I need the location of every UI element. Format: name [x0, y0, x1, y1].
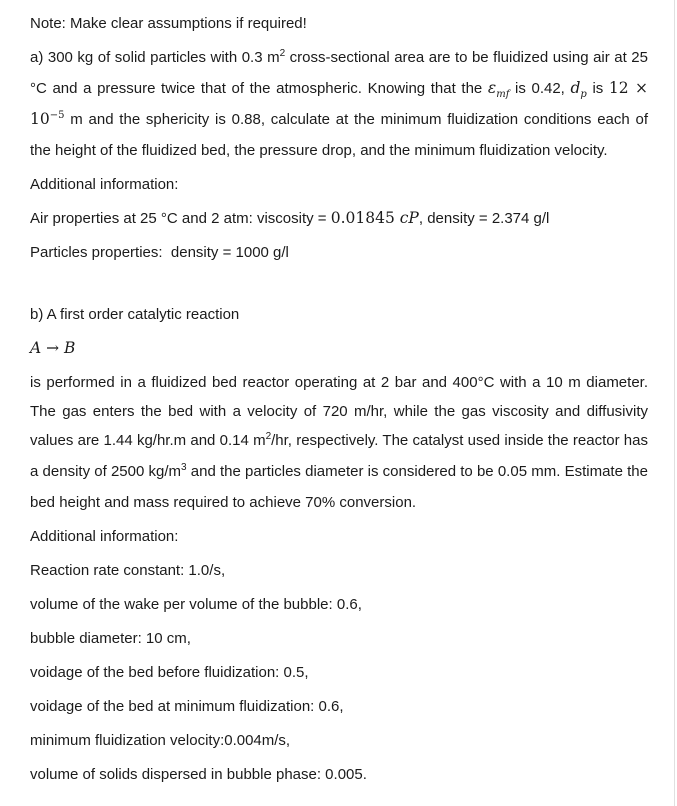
text-segment: cross-sectional area are to be fluidized using air at 25 °C and a pressure twice that of the atmospheric. Knowing that the: [30, 49, 653, 97]
page-right-edge-line: [674, 0, 675, 806]
blank-line: [30, 272, 648, 300]
math-inline: d: [570, 79, 581, 97]
text-segment: minimum fluidization velocity:0.004m/s,: [30, 732, 291, 749]
note-line: [30, 9, 648, 38]
solids-bubble-phase-line: [30, 760, 648, 789]
text-segment: Particles properties: density = 1000 g/l: [30, 244, 289, 261]
text-segment: voidage of the bed at minimum fluidization: 0.6,: [30, 698, 344, 715]
text-segment: is: [586, 80, 609, 97]
text-segment: Note: Make clear assumptions if required!: [30, 15, 307, 32]
math-inline: B: [64, 339, 76, 357]
text-segment: 3: [181, 462, 187, 473]
text-segment: voidage of the bed before fluidization: 0.5,: [30, 664, 309, 681]
particles-properties-line: [30, 238, 648, 267]
problem-b-paragraph: [30, 368, 653, 517]
text-segment: /hr, respectively. The catalyst used inside the reactor has a density of 2500 kg/m: [30, 432, 653, 480]
text-segment: volume of solids dispersed in bubble phase: 0.005.: [30, 766, 367, 783]
voidage-before-fluidization-line: [30, 658, 648, 687]
text-segment: and the particles diameter is considered to be 0.05 mm. Estimate the bed height and mass required to achieve 70% conversion.: [30, 463, 653, 511]
text-segment: , density = 2.374 g/l: [418, 210, 550, 227]
math-inline: p: [580, 89, 587, 100]
bubble-diameter-line: [30, 624, 648, 653]
math-inline: ε: [487, 79, 497, 97]
math-inline: mf: [496, 89, 510, 100]
air-properties-line: [30, 204, 648, 233]
math-inline: A: [30, 339, 42, 357]
document-body: [30, 9, 653, 794]
text-segment: is 0.42,: [509, 80, 571, 97]
text-segment: is performed in a fluidized bed reactor operating at 2 bar and 400°C with a 10 m diameter. The gas enters the bed with a velocity of 720 m/hr, while the gas viscosity and diffusivity values are 1.44 kg/hr.m and 0.14 m: [30, 374, 653, 449]
math-inline: 0.01845: [330, 209, 400, 227]
text-segment: 2: [279, 48, 286, 59]
reaction-rate-line: [30, 556, 648, 585]
problem-b-intro-line: [30, 300, 648, 329]
additional-info-heading-b: [30, 522, 648, 551]
wake-volume-line: [30, 590, 648, 619]
math-inline: −5: [49, 110, 65, 121]
text-segment: m and the sphericity is 0.88, calculate at the minimum fluidization conditions each of the height of the fluidized bed, the pressure drop, and the minimum fluidization velocity.: [30, 111, 653, 159]
text-segment: bubble diameter: 10 cm,: [30, 630, 191, 647]
reaction-equation: [30, 334, 648, 363]
text-segment: Reaction rate constant: 1.0/s,: [30, 562, 226, 579]
additional-info-heading-a: [30, 170, 648, 199]
text-segment: Additional information:: [30, 528, 179, 545]
math-inline: →: [41, 339, 65, 357]
minimum-fluidization-velocity-line: [30, 726, 648, 755]
math-inline: 12 × 10: [30, 79, 653, 128]
text-segment: a) 300 kg of solid particles with 0.3 m: [30, 49, 280, 66]
problem-a-paragraph: [30, 43, 653, 165]
text-segment: Air properties at 25 °C and 2 atm: viscosity =: [30, 210, 331, 227]
text-segment: 2: [265, 431, 272, 442]
text-segment: volume of the wake per volume of the bubble: 0.6,: [30, 596, 362, 613]
voidage-minimum-fluidization-line: [30, 692, 648, 721]
text-segment: b) A first order catalytic reaction: [30, 306, 240, 323]
text-segment: Additional information:: [30, 176, 179, 193]
math-inline: cP: [399, 209, 419, 227]
